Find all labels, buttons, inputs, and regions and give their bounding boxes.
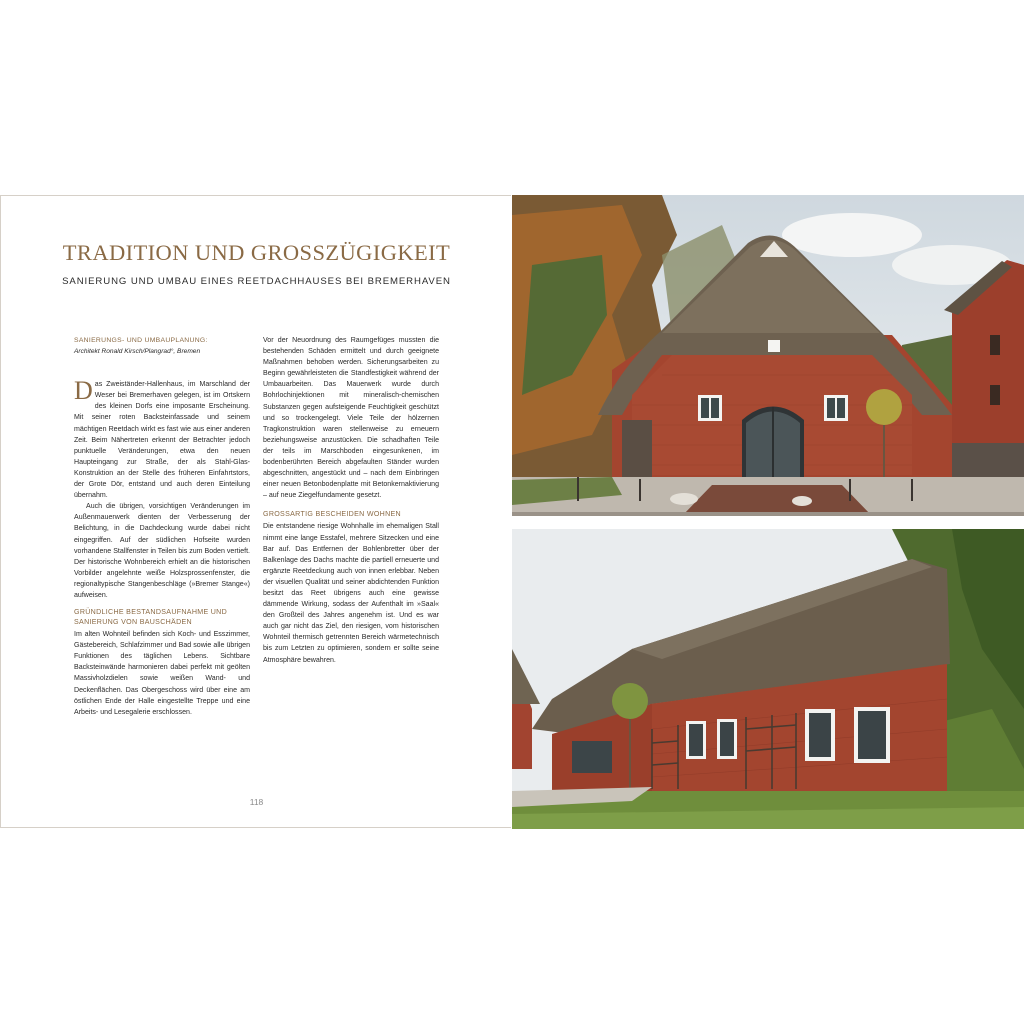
left-page	[0, 195, 511, 828]
paragraph-3: Im alten Wohnteil befinden sich Koch- und Esszimmer, Gästebereich, Schlafzimmer und Bad sowie alle übrigen Funktionen des täglichen Lebens. Sichtbare Backsteinwände harmonieren dabei perfekt mit geölten Massivholzdielen sowie weißen Wand- und Deckenflächen. Das Obergeschoss wird über eine am östlichen Ende der Halle eingestellte Treppe und eine Arbeits- und Lesegalerie erschlossen.	[74, 631, 250, 716]
drop-cap: D	[74, 376, 93, 406]
section-heading-1: GRÜNDLICHE BESTANDSAUFNAHME UND SANIERUNG VON BAUSCHÄDEN	[74, 608, 228, 627]
page-title: TRADITION UND GROSSZÜGIGKEIT	[62, 240, 451, 265]
book-spread	[0, 195, 1024, 829]
intro-paragraph	[74, 376, 250, 501]
paragraph-5: Die entstandene riesige Wohnhalle im ehemaligen Stall nimmt eine lange Esstafel, mehrere Sitzecken und eine Bar auf. Das Entfernen der Bohlenbretter über der Balkenlage des Dachs machte die partiell erneuerte und ergänzte Reetdeckung auch von innen erlebbar. Neben der visuellen Qualität und seiner abdichtenden Funktion besitzt das Reet übrigens auch eine gewisse dämmende Wirkung, sodass der Aufenthalt im »Saal« den Großteil des Jahres angenehm ist. Und es war auch gar nicht das Ziel, den riesigen, vom historischen Wohnteil thermisch getrennten Bereich wärmetechnisch bis zum Letzten zu optimieren, sondern er sollte seine Atmosphäre bewahren.	[263, 523, 439, 664]
right-page	[512, 195, 1024, 829]
credit-name: Architekt Ronald Kirsch/Plangrad°, Bremen	[74, 348, 201, 356]
text-column-2	[263, 335, 439, 666]
paragraph-4: Vor der Neuordnung des Raumgefüges mussten die bestehenden Schäden ermittelt und durch geeignete Maßnahmen behoben werden. Sicherungsarbeiten zu Beginn gewährleisteten die Standfestigkeit während der Umbauarbeiten. Das Mauerwerk wurde durch Bohrlochinjektionen mit mineralisch-chemischen Substanzen gegen aufsteigende Feuchtigkeit geschützt und so trockengelegt. Viele Teile der hölzernen Tragkonstruktion waren stellenweise zu erneuern beziehungsweise anzustücken. Die schadhaften Teile der teils im Marschboden eingesunkenen, im bodenberührten Bereich abgefaulten Ständer wurden abgeschnitten, angestückt und – nach dem Einbringen einer neuen Betonbodenplatte mit Betonkernaktivierung – auf neue Ziegelfundamente gesetzt.	[263, 337, 439, 500]
photo-farmhouse-side	[512, 529, 1024, 829]
paragraph-2: Auch die übrigen, vorsichtigen Veränderungen im Außenmauerwerk dienten der Verbesserung der Belichtung, in die Dachdeckung wurde dabei nicht eingegriffen. Auf der südlichen Hofseite wurden vorhandene Stallfenster in Teilen bis zum Boden vertieft. Der historische Wohnbereich erhielt an die historischen Vorbilder angelehnte weiße Holzsprossenfenster, die regionaltypische Stangenbeschläge (»Bremer Stange«) aufweisen.	[74, 503, 250, 599]
intro-text: as Zweiständer-Hallenhaus, im Marschland der Weser bei Bremerhaven gelegen, ist im Ortskern des kleinen Dorfs eine imposante Erscheinung. Mit seiner roten Backsteinfassade und seinem mächtigen Reetdach wirkt es fast wie aus einer anderen Zeit. Beim Nähertreten erkennt der Betrachter jedoch punktuelle Veränderungen, etwa den neuen Haupteingang zur Straße, der als Stahl-Glas-Konstruktion an der Stelle des früheren Einfahrtstors, der Grote Dör, entstand und auch deren Einteilung übernahm.	[74, 381, 250, 500]
credit-heading: SANIERUNGS- UND UMBAUPLANUNG:	[74, 337, 208, 344]
page-subtitle: SANIERUNG UND UMBAU EINES REETDACHHAUSES BEI BREMERHAVEN	[62, 276, 451, 287]
photo-farmhouse-front	[512, 195, 1024, 516]
text-column-1	[74, 335, 250, 718]
page-number: 118	[249, 797, 264, 807]
section-heading-2: GROSSARTIG BESCHEIDEN WOHNEN	[263, 510, 401, 519]
